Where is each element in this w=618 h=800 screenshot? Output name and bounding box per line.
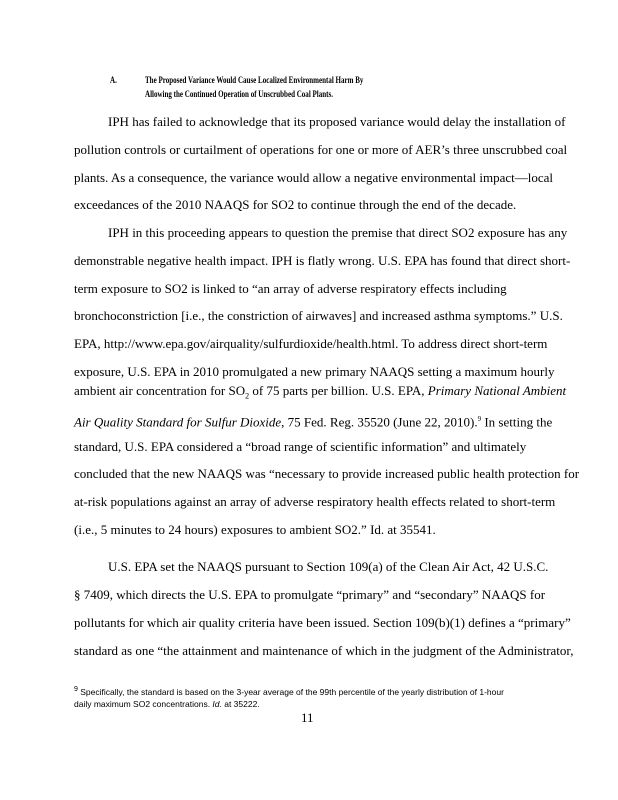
text: at 35222. (221, 699, 260, 709)
body-line: (i.e., 5 minutes to 24 hours) exposures to ambient SO2.” Id. at 35541. (74, 522, 436, 537)
text: Id. (212, 699, 222, 709)
text: daily maximum SO2 concentrations. (74, 699, 213, 709)
footnote-ref[interactable]: 9 (477, 415, 482, 423)
body-line: exceedances of the 2010 NAAQS for SO2 to continue through the end of the decade. (74, 197, 517, 212)
body-line: plants. As a consequence, the variance would allow a negative environmental impact—local (74, 170, 554, 185)
text: ambient air concentration for SO (74, 383, 246, 398)
footnote-line2 (74, 699, 260, 709)
text: In setting the (481, 414, 553, 430)
body-line: concluded that the new NAAQS was “necessary to provide increased public health protection for (74, 466, 580, 481)
body-line: pollutants for which air quality criteria have been issued. Section 109(b)(1) defines a “primary” (74, 615, 571, 630)
citation-title: Primary National Ambient (427, 383, 567, 398)
body-line: bronchoconstriction [i.e., the constriction of airwaves] and increased asthma symptoms.” U.S. (74, 308, 563, 323)
section-heading-line2: Allowing the Continued Operation of Unscrubbed Coal Plants. (145, 89, 334, 99)
body-line: exposure, U.S. EPA in 2010 promulgated a new primary NAAQS setting a maximum hourly (74, 364, 555, 379)
body-line: pollution controls or curtailment of operations for one or more of AER’s three unscrubbed coal (74, 142, 568, 157)
body-line: IPH in this proceeding appears to question the premise that direct SO2 exposure has any (108, 225, 568, 240)
page-number: 11 (301, 710, 314, 725)
body-line: term exposure to SO2 is linked to “an array of adverse respiratory effects including (74, 281, 507, 296)
body-line (74, 411, 552, 430)
body-line: IPH has failed to acknowledge that its proposed variance would delay the installation of (108, 114, 566, 129)
body-line: EPA, http://www.epa.gov/airquality/sulfurdioxide/health.html. To address direct short-term (74, 336, 548, 351)
section-letter: A. (110, 75, 117, 85)
body-line (74, 383, 566, 405)
section-heading-line1: The Proposed Variance Would Cause Localized Environmental Harm By (145, 75, 364, 85)
body-line: § 7409, which directs the U.S. EPA to promulgate “primary” and “secondary” NAAQS for (74, 587, 546, 602)
subscript: 2 (245, 391, 250, 401)
body-line: at-risk populations against an array of adverse respiratory health effects related to short-term (74, 494, 556, 509)
body-line: standard as one “the attainment and maintenance of which in the judgment of the Administrator, (74, 643, 574, 658)
footnote-line1 (74, 686, 504, 697)
text: of 75 parts per billion. U.S. EPA, (249, 383, 428, 398)
text: , 75 Fed. Reg. 35520 (June 22, 2010). (281, 414, 478, 430)
citation-title: Air Quality Standard for Sulfur Dioxide (74, 414, 282, 430)
footnote-number: 9 (74, 686, 78, 693)
body-line: demonstrable negative health impact. IPH is flatly wrong. U.S. EPA has found that direct short- (74, 253, 571, 268)
body-line: standard, U.S. EPA considered a “broad range of scientific information” and ultimately (74, 439, 527, 454)
text: Specifically, the standard is based on the 3-year average of the 99th percentile of the yearly distribution of 1-hour (77, 686, 504, 697)
body-line: U.S. EPA set the NAAQS pursuant to Section 109(a) of the Clean Air Act, 42 U.S.C. (108, 559, 549, 574)
